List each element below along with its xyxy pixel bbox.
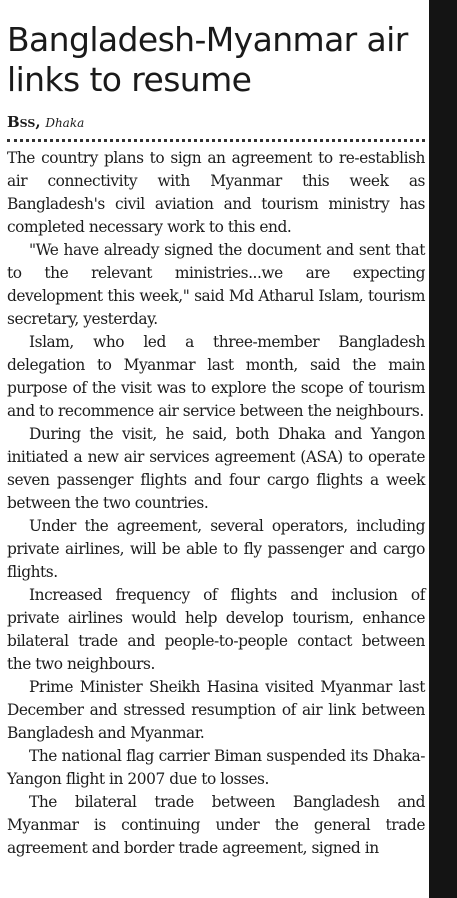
paragraph: "We have already signed the document and sent that to the relevant ministries...we are expecting development this week," said Md Atharul Islam, tourism secretary, yesterday. <box>7 241 425 328</box>
headline: Bangladesh-Myanmar air links to resume <box>7 20 408 99</box>
paragraph: Under the agreement, several operators, including private airlines, will be able to fly passenger and cargo flights. <box>7 517 425 581</box>
paragraph: Increased frequency of flights and inclusion of private airlines would help develop tourism, enhance bilateral trade and people-to-people contact between the two neighbours. <box>7 586 425 673</box>
paragraph: Prime Minister Sheikh Hasina visited Myanmar last December and stressed resumption of air link between Bangladesh and Myanmar. <box>7 678 425 742</box>
paragraph: The country plans to sign an agreement to re-establish air connectivity with Myanmar this week as Bangladesh's civil aviation and tourism ministry has completed necessary work to this end. <box>7 149 425 236</box>
paragraph: The bilateral trade between Bangladesh and Myanmar is continuing under the general trade agreement and border trade agreement, signed in <box>7 793 425 857</box>
article-body <box>7 147 425 860</box>
paragraph: The national flag carrier Biman suspended its Dhaka-Yangon flight in 2007 due to losses. <box>7 747 425 788</box>
byline-agency: Bss, <box>7 113 41 131</box>
article <box>7 20 425 860</box>
dotted-divider <box>7 139 425 142</box>
paragraph: During the visit, he said, both Dhaka and Yangon initiated a new air services agreement (ASA) to operate seven passenger flights and four cargo flights a week between the two countries. <box>7 425 425 512</box>
page-edge-bar <box>429 0 457 898</box>
byline-location: Dhaka <box>45 116 85 130</box>
paragraph: Islam, who led a three-member Bangladesh delegation to Myanmar last month, said the main purpose of the visit was to explore the scope of tourism and to recommence air service between the neighbours. <box>7 333 425 420</box>
byline <box>7 113 425 133</box>
